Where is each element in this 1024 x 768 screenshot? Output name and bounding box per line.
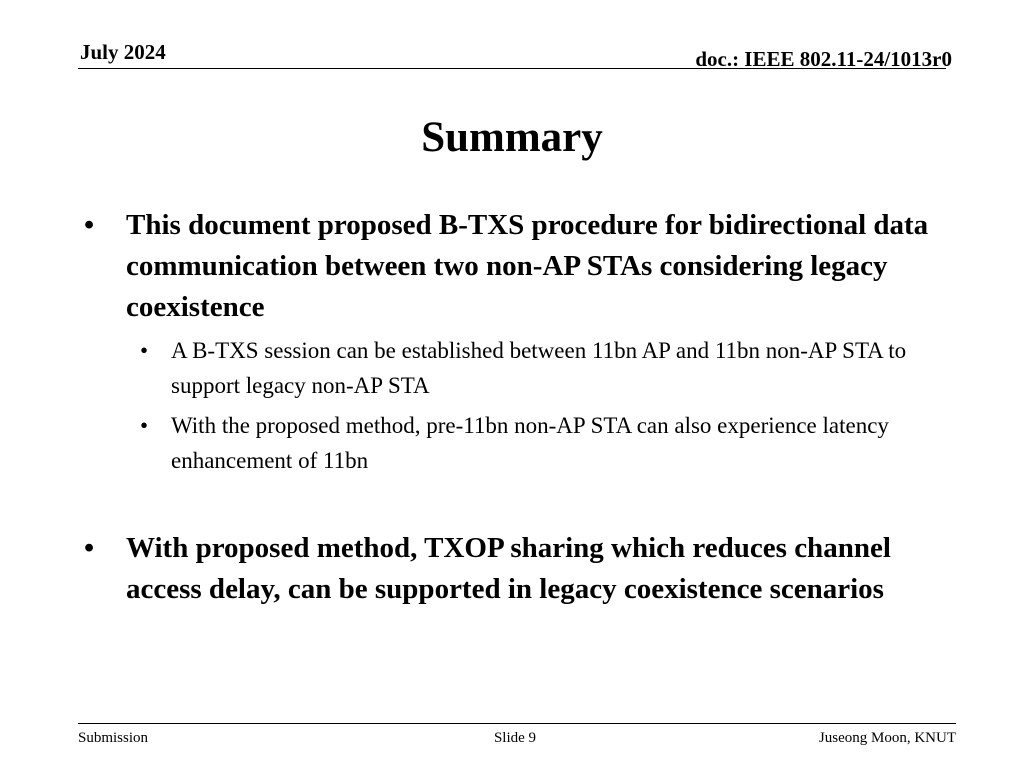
footer-author: Juseong Moon, KNUT [818,730,956,746]
bullet-text: This document proposed B-TXS procedure for bidirectional data communication between two non-AP STAs considering legacy coexistence [126,209,929,323]
sub-bullet-dot: • [140,413,149,438]
bullet-text: With proposed method, TXOP sharing which reduces channel access delay, can be supported in legacy coexistence scenarios [126,532,891,605]
bullet-dot: • [84,209,95,241]
bullet-dot: • [84,532,95,564]
header-date: July 2024 [80,40,166,64]
footer-divider [78,723,956,724]
slide-title: Summary [421,114,603,161]
header-divider [78,68,946,69]
header-doc-id: doc.: IEEE 802.11-24/1013r0 [695,47,952,71]
footer-submission: Submission [78,730,149,746]
sub-bullet-text: With the proposed method, pre-11bn non-AP STA can also experience latency enhancement of 11bn [171,413,889,473]
sub-bullet-text: A B-TXS session can be established between 11bn AP and 11bn non-AP STA to support legacy non-AP STA [171,338,907,398]
footer-slide-number: Slide 9 [493,730,537,746]
sub-bullet-dot: • [140,338,149,363]
